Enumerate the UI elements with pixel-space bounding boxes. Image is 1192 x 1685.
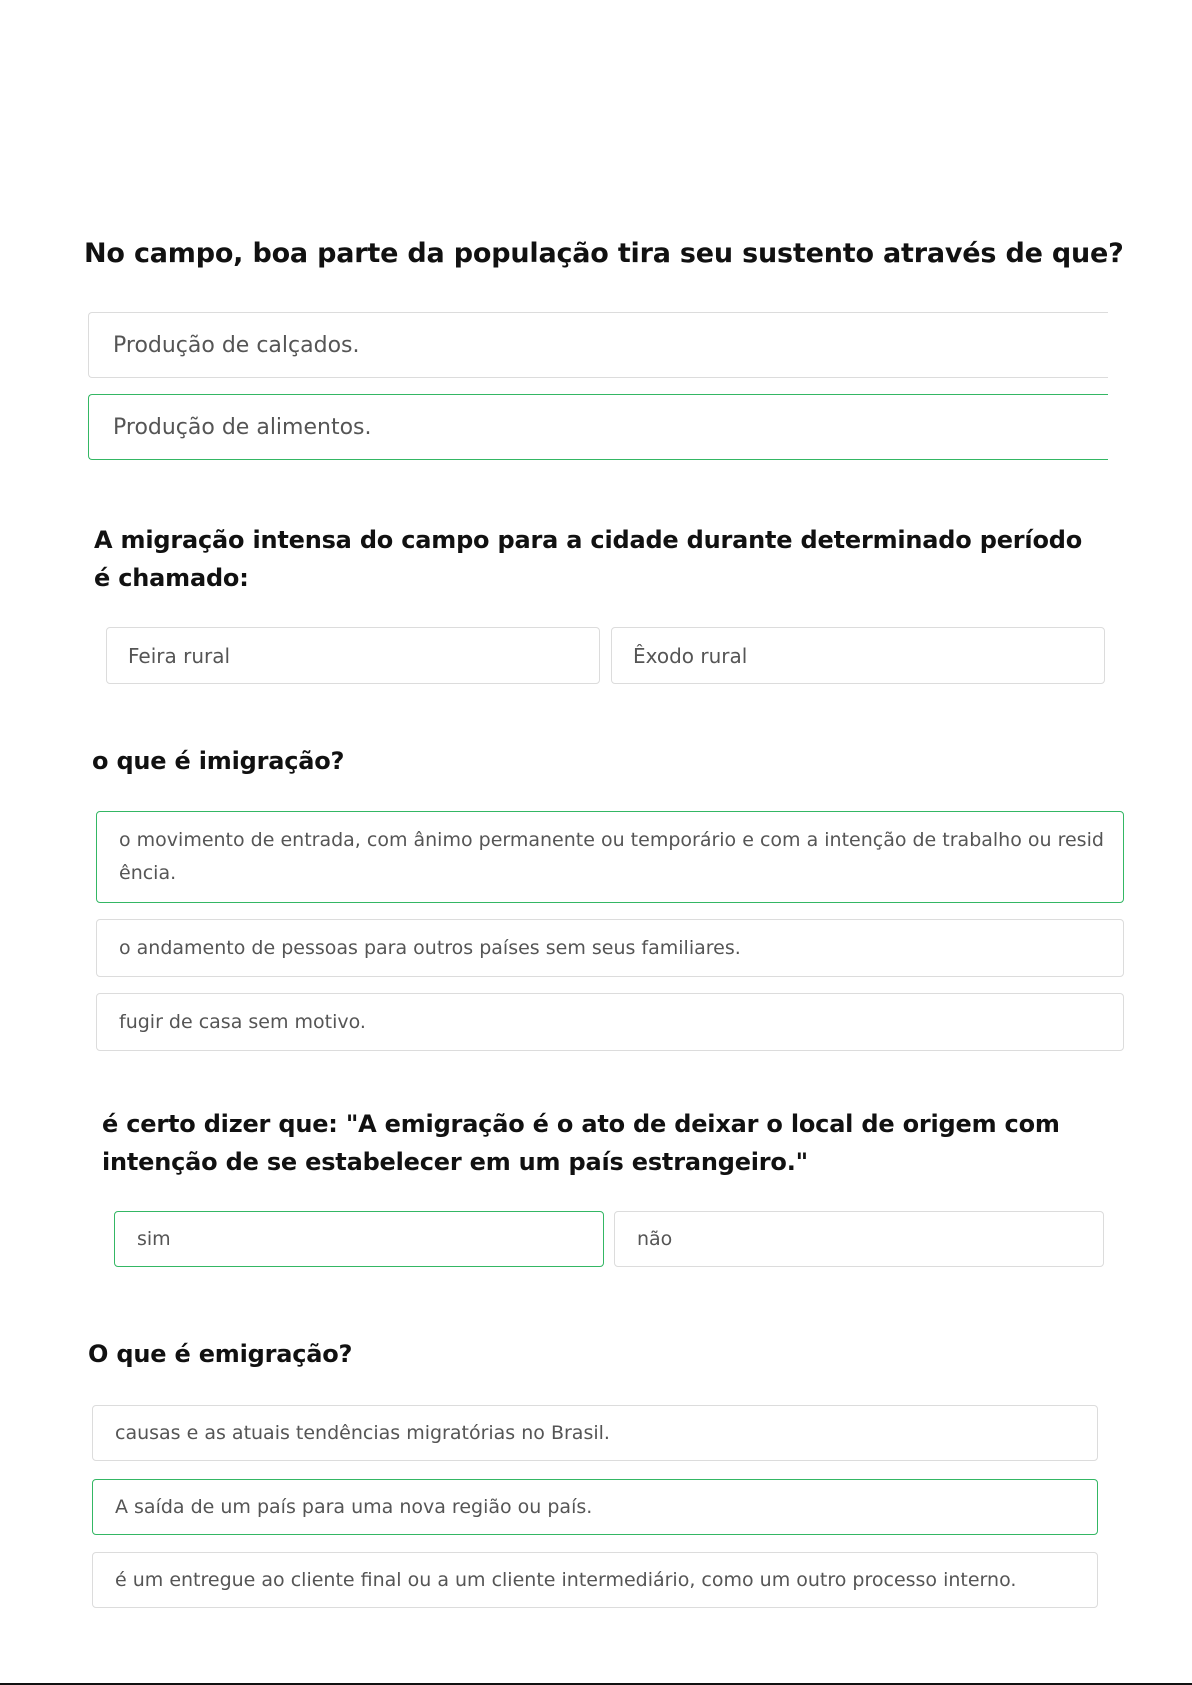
question-5-option-3[interactable] bbox=[92, 1552, 1098, 1608]
question-4-option-1[interactable] bbox=[114, 1211, 604, 1267]
option-label: não bbox=[637, 1228, 673, 1250]
option-label: Êxodo rural bbox=[633, 643, 748, 668]
question-3-title: o que é imigração? bbox=[92, 747, 345, 775]
option-label: sim bbox=[137, 1228, 171, 1250]
question-1-option-1[interactable] bbox=[88, 312, 1108, 378]
question-3-option-1[interactable] bbox=[96, 811, 1124, 903]
option-label: Feira rural bbox=[128, 643, 231, 668]
option-label: o movimento de entrada, com ânimo permanente ou temporário e com a intenção de trabalho ou residência. bbox=[119, 829, 1104, 884]
option-label: causas e as atuais tendências migratórias no Brasil. bbox=[115, 1422, 610, 1444]
question-5-option-2[interactable] bbox=[92, 1479, 1098, 1535]
option-label: é um entregue ao cliente final ou a um cliente intermediário, como um outro processo interno. bbox=[115, 1569, 1017, 1591]
question-2-option-1[interactable] bbox=[106, 627, 600, 684]
question-5-option-1[interactable] bbox=[92, 1405, 1098, 1461]
option-label: Produção de alimentos. bbox=[113, 414, 372, 440]
question-1-option-2[interactable] bbox=[88, 394, 1108, 460]
question-3-option-3[interactable] bbox=[96, 993, 1124, 1051]
option-label: fugir de casa sem motivo. bbox=[119, 1011, 366, 1033]
option-label: A saída de um país para uma nova região ou país. bbox=[115, 1496, 593, 1518]
question-5-title: O que é emigração? bbox=[88, 1340, 353, 1368]
question-4-title: é certo dizer que: "A emigração é o ato de deixar o local de origem com intenção de se estabelecer em um país estrangeiro." bbox=[102, 1110, 1060, 1176]
question-1-title: No campo, boa parte da população tira seu sustento através de que? bbox=[84, 238, 1124, 269]
option-label: o andamento de pessoas para outros países sem seus familiares. bbox=[119, 937, 741, 959]
question-2-option-2[interactable] bbox=[611, 627, 1105, 684]
option-label: Produção de calçados. bbox=[113, 332, 360, 358]
question-3-option-2[interactable] bbox=[96, 919, 1124, 977]
question-2-title: A migração intensa do campo para a cidade durante determinado período é chamado: bbox=[94, 526, 1083, 592]
question-4-option-2[interactable] bbox=[614, 1211, 1104, 1267]
